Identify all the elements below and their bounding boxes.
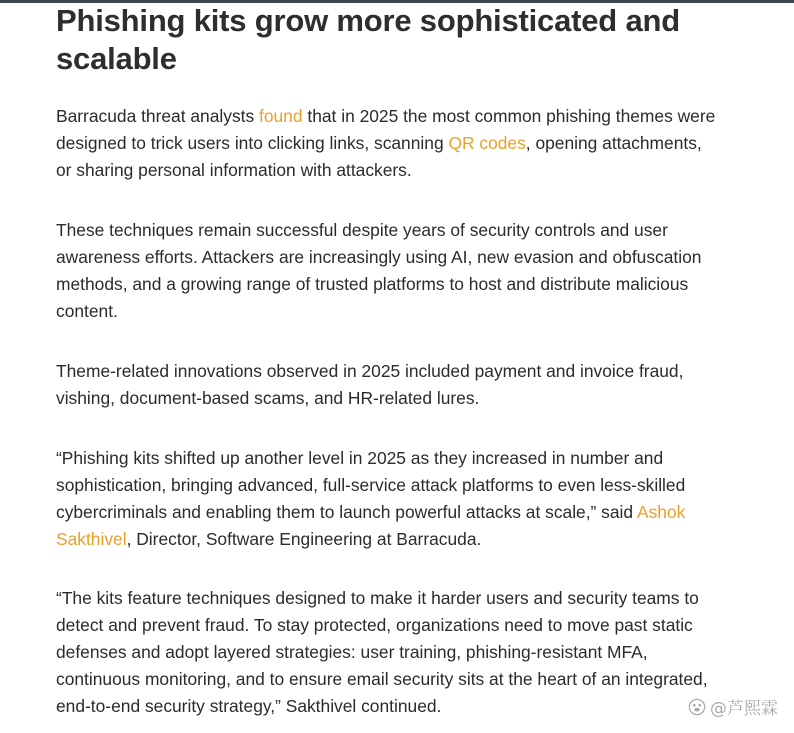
article-body <box>56 2 716 720</box>
paragraph-1 <box>56 103 716 184</box>
paw-icon <box>688 698 706 716</box>
found-link[interactable]: found <box>259 106 303 126</box>
paragraph-5-quote: “The kits feature techniques designed to make it harder users and security teams to detect and prevent fraud. To stay protected, organizations need to move past static defenses and adopt layered strategies: user training, phishing-resistant MFA, continuous monitoring, and to ensure email security sits at the heart of an integrated, end-to-end security strategy,” Sakthivel continued. <box>56 588 708 716</box>
qr-codes-link[interactable]: QR codes <box>448 133 526 153</box>
paragraph-4-quote <box>56 445 716 553</box>
paragraph-3: Theme-related innovations observed in 2025 included payment and invoice fraud, vishing, document-based scams, and HR-related lures. <box>56 361 684 408</box>
paragraph-1-text-c: , opening attachments, or sharing personal information with attackers. <box>56 133 702 180</box>
watermark <box>688 694 778 719</box>
ashok-sakthivel-link[interactable]: Ashok Sakthivel <box>56 502 686 549</box>
paragraph-2: These techniques remain successful despite years of security controls and user awareness efforts. Attackers are increasingly using AI, new evasion and obfuscation methods, and a growing range of trusted platforms to host and distribute malicious content. <box>56 220 702 321</box>
article-heading: Phishing kits grow more sophisticated and scalable <box>56 3 680 76</box>
paragraph-4-text-b: , Director, Software Engineering at Barracuda. <box>126 529 482 549</box>
paragraph-1-text-a: Barracuda threat analysts <box>56 106 259 126</box>
paragraph-4-text-a: “Phishing kits shifted up another level in 2025 as they increased in number and sophistication, bringing advanced, full-service attack platforms to even less-skilled cybercriminals and enabling them to launch powerful attacks at scale,” said <box>56 448 686 522</box>
watermark-text: @芦熙霖 <box>710 699 778 719</box>
paragraph-1-text-b: that in 2025 the most common phishing themes were designed to trick users into clicking links, scanning <box>56 106 716 153</box>
